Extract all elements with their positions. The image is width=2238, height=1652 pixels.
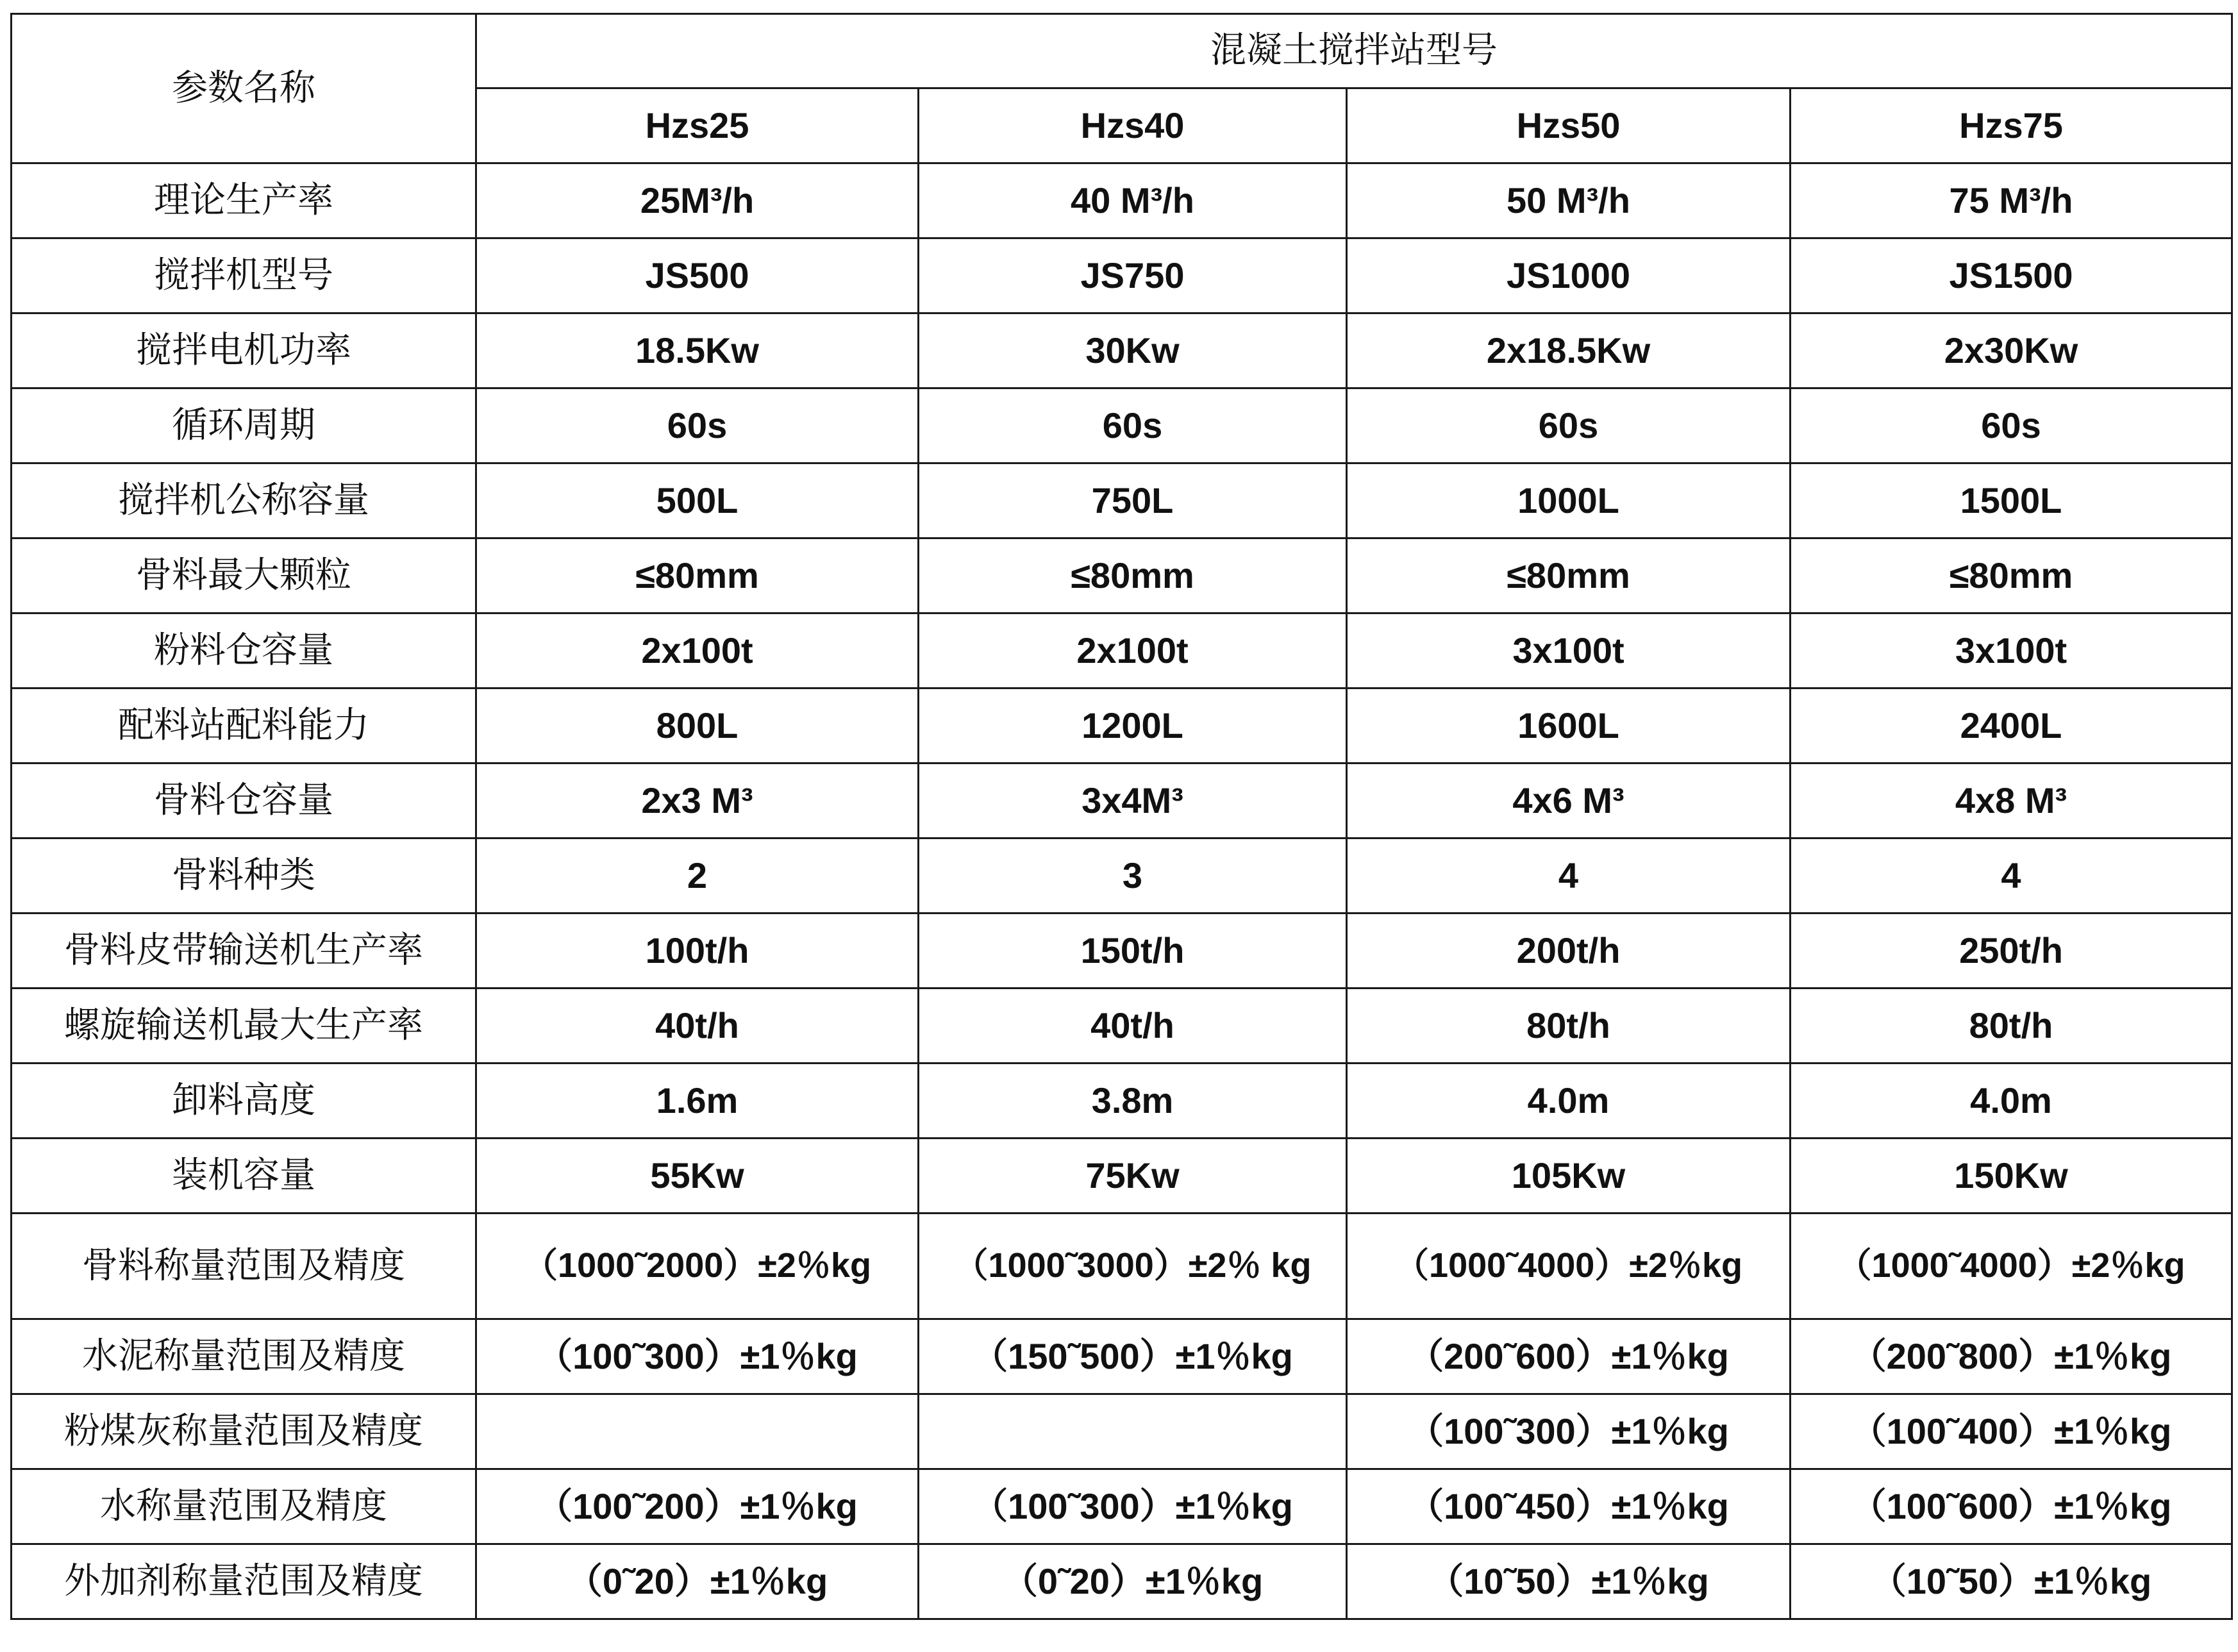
value-cell: 75Kw [919, 1139, 1347, 1214]
value-cell: （1000˜4000）±2％kg [1791, 1214, 2232, 1319]
value-cell [476, 1394, 919, 1469]
value-cell: （100˜300）±1％kg [476, 1319, 919, 1394]
value-cell: 150t/h [919, 914, 1347, 989]
param-name-cell: 理论生产率 [12, 163, 476, 238]
value-cell: 2x3 M³ [476, 763, 919, 839]
value-cell: （10˜50）±1％kg [1347, 1544, 1791, 1619]
model-header: Hzs75 [1791, 88, 2232, 163]
value-cell: JS1000 [1347, 238, 1791, 313]
value-cell: 4.0m [1791, 1064, 2232, 1139]
value-cell: 2x100t [476, 613, 919, 688]
table-row [12, 388, 2232, 463]
table-row [12, 163, 2232, 238]
value-cell: 3x100t [1791, 613, 2232, 688]
param-name-cell: 搅拌机公称容量 [12, 463, 476, 538]
table-row [12, 763, 2232, 839]
value-cell: 800L [476, 688, 919, 763]
table-row [12, 1064, 2232, 1139]
value-cell: （1000˜4000）±2％kg [1347, 1214, 1791, 1319]
value-cell: （0˜20）±1％kg [919, 1544, 1347, 1619]
value-cell: 1200L [919, 688, 1347, 763]
value-cell: ≤80mm [1347, 538, 1791, 613]
param-name-cell: 外加剂称量范围及精度 [12, 1544, 476, 1619]
param-name-cell: 螺旋输送机最大生产率 [12, 989, 476, 1064]
table-row [12, 839, 2232, 914]
value-cell: 150Kw [1791, 1139, 2232, 1214]
param-name-cell: 卸料高度 [12, 1064, 476, 1139]
value-cell: 4.0m [1347, 1064, 1791, 1139]
value-cell: 4x6 M³ [1347, 763, 1791, 839]
param-name-cell: 骨料称量范围及精度 [12, 1214, 476, 1319]
value-cell: （100˜450）±1％kg [1347, 1469, 1791, 1544]
value-cell: 500L [476, 463, 919, 538]
value-cell [919, 1394, 1347, 1469]
table-row [12, 1469, 2232, 1544]
value-cell: 75 M³/h [1791, 163, 2232, 238]
value-cell: 40t/h [919, 989, 1347, 1064]
param-name-cell: 循环周期 [12, 388, 476, 463]
value-cell: （10˜50）±1％kg [1791, 1544, 2232, 1619]
value-cell: ≤80mm [919, 538, 1347, 613]
value-cell: （150˜500）±1％kg [919, 1319, 1347, 1394]
param-name-cell: 粉料仓容量 [12, 613, 476, 688]
value-cell: 50 M³/h [1347, 163, 1791, 238]
value-cell: 3x100t [1347, 613, 1791, 688]
value-cell: 80t/h [1791, 989, 2232, 1064]
table-row [12, 313, 2232, 388]
param-name-cell: 骨料种类 [12, 839, 476, 914]
value-cell: 1000L [1347, 463, 1791, 538]
value-cell: 60s [1347, 388, 1791, 463]
param-name-header: 参数名称 [12, 14, 476, 163]
value-cell: 60s [1791, 388, 2232, 463]
value-cell: （100˜400）±1％kg [1791, 1394, 2232, 1469]
value-cell: 105Kw [1347, 1139, 1791, 1214]
value-cell: JS750 [919, 238, 1347, 313]
value-cell: 40 M³/h [919, 163, 1347, 238]
value-cell: ≤80mm [476, 538, 919, 613]
value-cell: 80t/h [1347, 989, 1791, 1064]
model-header: Hzs25 [476, 88, 919, 163]
param-name-cell: 水泥称量范围及精度 [12, 1319, 476, 1394]
param-name-cell: 骨料皮带输送机生产率 [12, 914, 476, 989]
value-cell: 2x30Kw [1791, 313, 2232, 388]
value-cell: 2x18.5Kw [1347, 313, 1791, 388]
param-name-cell: 搅拌电机功率 [12, 313, 476, 388]
value-cell: 100t/h [476, 914, 919, 989]
value-cell: （100˜300）±1％kg [1347, 1394, 1791, 1469]
value-cell: （200˜600）±1％kg [1347, 1319, 1791, 1394]
value-cell: 40t/h [476, 989, 919, 1064]
value-cell: 3.8m [919, 1064, 1347, 1139]
value-cell: 2x100t [919, 613, 1347, 688]
value-cell: 1.6m [476, 1064, 919, 1139]
value-cell: JS500 [476, 238, 919, 313]
value-cell: 2400L [1791, 688, 2232, 763]
table-row [12, 989, 2232, 1064]
table-row [12, 1544, 2232, 1619]
param-name-cell: 骨料最大颗粒 [12, 538, 476, 613]
table-row [12, 688, 2232, 763]
param-name-cell: 搅拌机型号 [12, 238, 476, 313]
table-row [12, 1214, 2232, 1319]
table-row [12, 613, 2232, 688]
table-row [12, 463, 2232, 538]
model-group-header: 混凝土搅拌站型号 [476, 14, 2232, 88]
table-row [12, 238, 2232, 313]
value-cell: 30Kw [919, 313, 1347, 388]
param-name-cell: 粉煤灰称量范围及精度 [12, 1394, 476, 1469]
table-row [12, 914, 2232, 989]
model-header: Hzs50 [1347, 88, 1791, 163]
value-cell: 55Kw [476, 1139, 919, 1214]
value-cell: （100˜200）±1％kg [476, 1469, 919, 1544]
value-cell: （100˜600）±1％kg [1791, 1469, 2232, 1544]
value-cell: 60s [919, 388, 1347, 463]
param-name-cell: 配料站配料能力 [12, 688, 476, 763]
model-header: Hzs40 [919, 88, 1347, 163]
value-cell: 18.5Kw [476, 313, 919, 388]
table-row [12, 1139, 2232, 1214]
spec-table [10, 13, 2233, 1620]
value-cell: （1000˜2000）±2％kg [476, 1214, 919, 1319]
value-cell: 250t/h [1791, 914, 2232, 989]
value-cell: 3x4M³ [919, 763, 1347, 839]
value-cell: 60s [476, 388, 919, 463]
value-cell: 4 [1791, 839, 2232, 914]
value-cell: 2 [476, 839, 919, 914]
value-cell: 750L [919, 463, 1347, 538]
param-name-cell: 装机容量 [12, 1139, 476, 1214]
value-cell: 4x8 M³ [1791, 763, 2232, 839]
header-row-group [12, 14, 2232, 88]
value-cell: （0˜20）±1％kg [476, 1544, 919, 1619]
value-cell: 3 [919, 839, 1347, 914]
param-name-cell: 水称量范围及精度 [12, 1469, 476, 1544]
table-row [12, 1394, 2232, 1469]
table-row [12, 538, 2232, 613]
value-cell: 1500L [1791, 463, 2232, 538]
value-cell: 25M³/h [476, 163, 919, 238]
value-cell: ≤80mm [1791, 538, 2232, 613]
value-cell: 200t/h [1347, 914, 1791, 989]
value-cell: 1600L [1347, 688, 1791, 763]
value-cell: （1000˜3000）±2％ kg [919, 1214, 1347, 1319]
param-name-cell: 骨料仓容量 [12, 763, 476, 839]
value-cell: JS1500 [1791, 238, 2232, 313]
value-cell: （100˜300）±1％kg [919, 1469, 1347, 1544]
table-row [12, 1319, 2232, 1394]
value-cell: 4 [1347, 839, 1791, 914]
value-cell: （200˜800）±1％kg [1791, 1319, 2232, 1394]
